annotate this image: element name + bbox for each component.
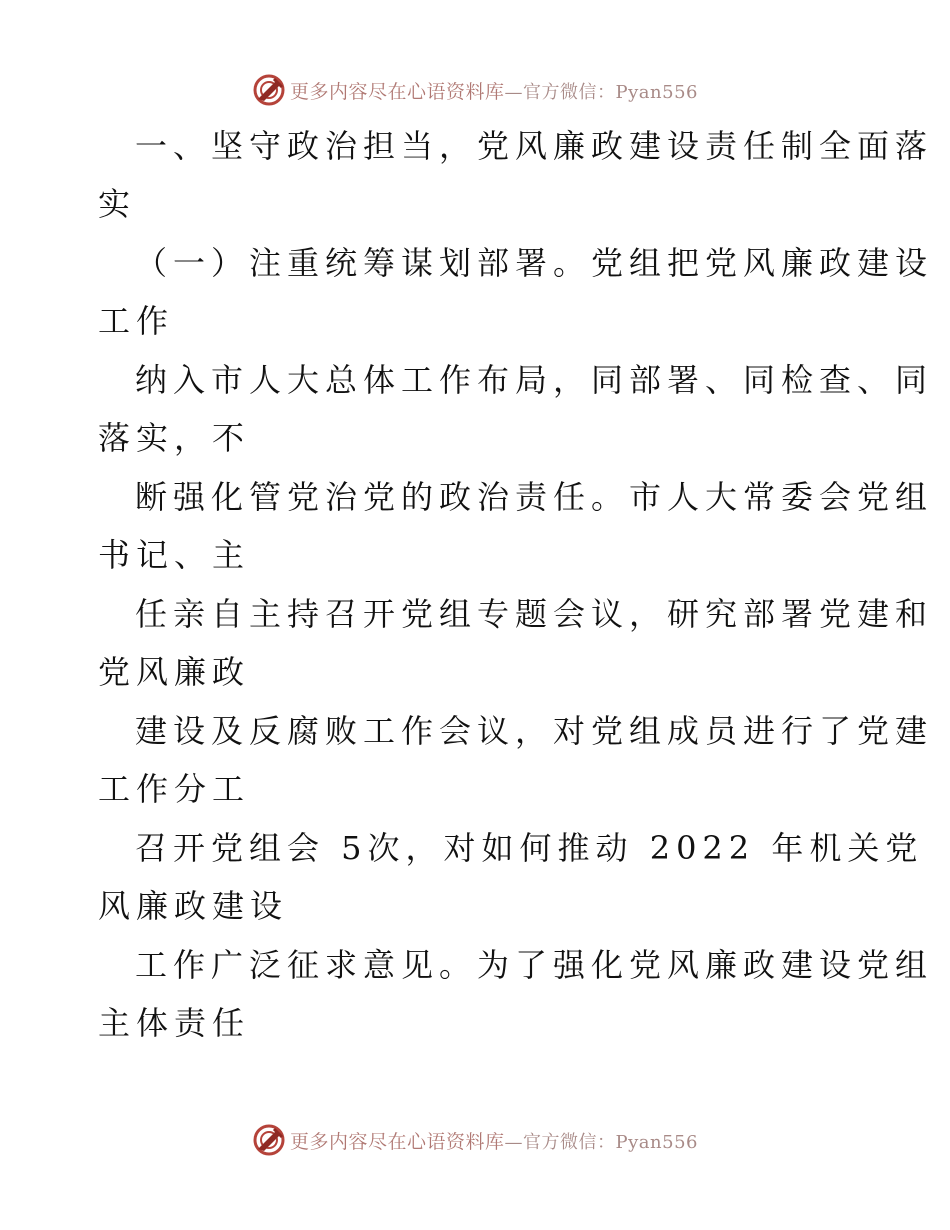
paragraph-line: 工作 [98, 302, 175, 340]
paragraph-line: 落实，不 [98, 419, 251, 457]
header-banner [0, 70, 950, 110]
footer-banner [0, 1120, 950, 1160]
paragraph-line: 建设及反腐败工作会议，对党组成员进行了党建 [135, 712, 934, 750]
footer-contact-text: —官方微信：Pyan556 [504, 1131, 698, 1153]
footer-banner-text [290, 1127, 698, 1154]
paragraph-line: （一）注重统筹谋划部署。党组把党风廉政建设 [135, 244, 934, 282]
paragraph-line: 风廉政建设 [98, 887, 289, 925]
paragraph-line: 任亲自主持召开党组专题会议，研究部署党建和 [135, 595, 934, 633]
paragraph-line: 纳入市人大总体工作布局，同部署、同检查、同 [135, 361, 934, 399]
paragraph-line: 主体责任 [98, 1004, 251, 1042]
header-contact-text: —官方微信：Pyan556 [504, 81, 698, 103]
paragraph-line: 书记、主 [98, 536, 251, 574]
paragraph-line: 召开党组会 5次，对如何推动 2022 年机关党 [135, 829, 924, 867]
paragraph-line: 党风廉政 [98, 653, 251, 691]
red-seal-logo-icon [252, 73, 286, 107]
red-seal-logo-icon [252, 1123, 286, 1157]
paragraph-line: 一、坚守政治担当，党风廉政建设责任制全面落 [135, 127, 934, 165]
header-site-text: 更多内容尽在心语资料库 [290, 80, 505, 103]
paragraph-line: 工作分工 [98, 770, 251, 808]
paragraph-line: 工作广泛征求意见。为了强化党风廉政建设党组 [135, 946, 934, 984]
header-banner-text [290, 77, 698, 104]
paragraph-line: 实 [98, 185, 137, 223]
paragraph-line: 断强化管党治党的政治责任。市人大常委会党组 [135, 478, 934, 516]
footer-site-text: 更多内容尽在心语资料库 [290, 1130, 505, 1153]
